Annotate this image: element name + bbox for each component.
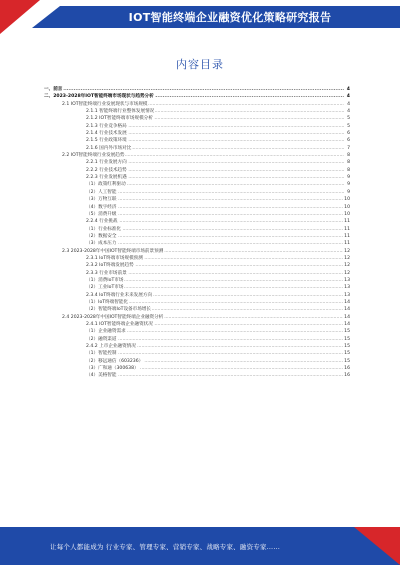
toc-leader-dots [86, 277, 344, 284]
toc-entry-label: （1）企业融资需求 [86, 329, 126, 335]
toc-leader-dots [86, 233, 344, 240]
toc-entry[interactable] [44, 328, 350, 335]
toc-entry-label: 2.3 2023-2028年中国IOT智能终端市场前景预测 [62, 248, 164, 254]
toc-entry-page: 14 [344, 314, 350, 320]
toc-entry[interactable] [44, 277, 350, 284]
toc-entry-page: 12 [344, 255, 350, 261]
toc-entry[interactable] [44, 343, 350, 350]
toc-entry-page: 4 [347, 101, 350, 107]
toc-entry-label: （2）数据安全 [86, 233, 117, 239]
toc-entry-label: 一、前言 [44, 87, 63, 92]
toc-leader-dots [44, 86, 344, 93]
toc-entry-label: 2.2.2 行业技术趋势 [86, 167, 127, 173]
toc-entry[interactable] [44, 181, 350, 188]
toc-entry-label: 2.2 IOT智能终端行业发展趋势 [62, 153, 125, 159]
toc-entry[interactable] [44, 336, 350, 343]
toc-entry-label: （1）行业标准化 [86, 226, 122, 232]
toc-entry-label: 2.1.2 IOT智能终端市场规模分析 [86, 116, 153, 122]
toc-entry-label: （1）IoT终端智能化 [86, 299, 129, 305]
toc-entry-label: 2.2.1 行业发展方向 [86, 160, 127, 166]
toc-entry-label: （5）消费升级 [86, 211, 117, 217]
toc-entry[interactable] [44, 115, 350, 122]
footer-red-accent [354, 527, 400, 565]
toc-entry[interactable] [44, 255, 350, 262]
toc-entry-label: （3）成本压力 [86, 241, 117, 247]
toc-entry-page: 8 [347, 160, 350, 166]
toc-entry-page: 13 [344, 292, 350, 298]
table-of-contents [44, 86, 350, 380]
toc-entry-page: 13 [344, 285, 350, 291]
toc-entry-page: 9 [347, 175, 350, 181]
toc-entry-page: 9 [347, 189, 350, 195]
toc-entry-page: 14 [344, 299, 350, 305]
toc-entry-label: （1）智能控制 [86, 351, 117, 357]
toc-entry-label: 2.1.5 行业政策环境 [86, 138, 127, 144]
toc-entry-page: 14 [344, 322, 350, 327]
toc-entry-page: 13 [344, 277, 350, 283]
toc-entry-label: （4）美格智能 [86, 373, 117, 379]
toc-entry-page: 8 [347, 153, 350, 159]
toc-leader-dots [86, 204, 344, 211]
toc-entry[interactable] [44, 152, 350, 159]
toc-entry[interactable] [44, 130, 350, 137]
toc-entry-page: 14 [344, 307, 350, 313]
toc-entry[interactable] [44, 284, 350, 291]
toc-leader-dots [86, 350, 344, 357]
header-blue-accent [32, 6, 60, 28]
toc-entry-label: 2.2.3 行业发展机遇 [86, 175, 127, 181]
toc-entry-page: 5 [347, 123, 350, 129]
toc-leader-dots [86, 372, 344, 379]
toc-entry[interactable] [44, 211, 350, 218]
toc-leader-dots [86, 211, 344, 218]
toc-entry-page: 10 [344, 197, 350, 203]
toc-leader-dots [86, 196, 344, 203]
toc-entry-label: 2.3.1 IoT终端市场规模预测 [86, 255, 143, 261]
toc-entry-page: 9 [347, 182, 350, 188]
toc-entry-label: 2.1.6 国内外市场对比 [86, 145, 132, 151]
toc-entry[interactable] [44, 299, 350, 306]
toc-entry-label: 2.1.3 行业竞争格局 [86, 123, 127, 129]
toc-leader-dots [86, 189, 344, 196]
toc-entry[interactable] [44, 159, 350, 166]
toc-entry[interactable] [44, 270, 350, 277]
toc-leader-dots [86, 240, 344, 247]
toc-entry-page: 8 [347, 167, 350, 173]
toc-entry[interactable] [44, 189, 350, 196]
toc-entry-page: 11 [344, 226, 350, 232]
toc-entry-page: 7 [347, 145, 350, 151]
report-header [0, 0, 400, 34]
toc-entry-page: 4 [347, 109, 350, 115]
toc-entry[interactable] [44, 321, 350, 328]
toc-entry-page: 4 [346, 94, 350, 100]
page-footer [0, 527, 400, 565]
toc-entry-label: （4）数字经济 [86, 204, 117, 210]
toc-entry-label: （2）工业IoT市场 [86, 285, 124, 291]
toc-entry[interactable] [44, 292, 350, 299]
toc-entry[interactable] [44, 108, 350, 115]
toc-entry-page: 15 [344, 358, 350, 364]
toc-entry[interactable] [44, 226, 350, 233]
toc-entry-label: 2.1 IOT智能终端行业发展现状与市场规模 [62, 101, 148, 107]
toc-entry-page: 15 [344, 344, 350, 350]
toc-entry[interactable] [44, 167, 350, 174]
toc-entry[interactable] [44, 365, 350, 372]
toc-entry[interactable] [44, 145, 350, 152]
toc-entry-page: 12 [344, 270, 350, 276]
toc-entry-page: 12 [344, 263, 350, 269]
toc-entry[interactable] [44, 196, 350, 203]
toc-entry-page: 10 [344, 204, 350, 210]
toc-entry-label: （1）消费IoT市场 [86, 277, 124, 283]
toc-entry[interactable] [44, 137, 350, 144]
toc-heading: 内容目录 [176, 58, 224, 71]
toc-entry-label: 2.3.3 行业市场前景 [86, 270, 127, 276]
toc-entry[interactable] [44, 372, 350, 379]
toc-entry-label: （1）政策红利驱动 [86, 182, 126, 188]
toc-entry[interactable] [44, 240, 350, 247]
toc-leader-dots [86, 226, 344, 233]
toc-entry-label: 二、2023-2028年IOT智能终端市场现状与趋势分析 [44, 94, 154, 100]
toc-entry-label: 2.4.2 上市企业融资情况 [86, 344, 136, 350]
toc-entry[interactable] [44, 358, 350, 365]
toc-entry-page: 16 [344, 366, 350, 372]
toc-entry-label: （3）广和通（300638） [86, 366, 139, 372]
toc-entry[interactable] [44, 86, 350, 93]
toc-entry[interactable] [44, 306, 350, 313]
toc-entry-page: 15 [344, 351, 350, 357]
toc-entry-label: 2.2.4 行业挑战 [86, 219, 118, 225]
toc-entry-label: 2.1.1 智能终端行业整体发展情况 [86, 109, 155, 115]
toc-entry-label: （2）移远通信（603236） [86, 358, 144, 364]
toc-entry[interactable] [44, 350, 350, 357]
toc-entry[interactable] [44, 314, 350, 321]
toc-entry-page: 5 [347, 116, 350, 122]
toc-entry-label: 2.1.4 行业技术发展 [86, 131, 127, 137]
toc-entry-page: 16 [344, 373, 350, 379]
toc-entry-label: （3）万物互联 [86, 197, 117, 203]
toc-entry-page: 15 [344, 336, 350, 342]
toc-entry[interactable] [44, 248, 350, 255]
toc-entry[interactable] [44, 262, 350, 269]
footer-slogan: 让每个人都能成为 行业专家、管理专家、营销专家、战略专家、融资专家…… [50, 543, 281, 551]
toc-entry-page: 6 [347, 138, 350, 144]
toc-entry[interactable] [44, 233, 350, 240]
toc-entry-label: 2.4 2023-2028年中国IOT智能终端企业融资分析 [62, 314, 164, 320]
toc-entry-label: （2）人工智能 [86, 189, 117, 195]
toc-entry-page: 11 [344, 233, 350, 239]
toc-entry-page: 15 [344, 329, 350, 335]
toc-entry[interactable] [44, 101, 350, 108]
toc-leader-dots [86, 218, 344, 225]
toc-entry-page: 11 [344, 219, 350, 225]
toc-entry-label: （2）融资渠道 [86, 336, 117, 342]
toc-entry-page: 10 [344, 211, 350, 217]
toc-entry[interactable] [44, 123, 350, 130]
report-title: IOT智能终端企业融资优化策略研究报告 [128, 11, 332, 24]
toc-entry-page: 6 [347, 131, 350, 137]
toc-entry-label: 2.3.4 IoT终端行业未来发展方向 [86, 292, 153, 298]
toc-entry[interactable] [44, 174, 350, 181]
toc-entry-label: （2）智能终端IoT设备市场增长 [86, 307, 152, 313]
toc-entry-page: 11 [344, 241, 350, 247]
toc-entry[interactable] [44, 204, 350, 211]
toc-entry-page: 12 [344, 248, 350, 254]
toc-leader-dots [86, 336, 344, 343]
toc-entry-page: 4 [346, 87, 350, 92]
toc-entry[interactable] [44, 218, 350, 225]
toc-entry[interactable] [44, 93, 350, 100]
toc-entry-label: 2.4.1 IOT智能终端企业融资状况 [86, 322, 153, 327]
toc-entry-label: 2.3.2 IoT终端发展趋势 [86, 263, 134, 269]
toc-leader-dots [86, 284, 344, 291]
